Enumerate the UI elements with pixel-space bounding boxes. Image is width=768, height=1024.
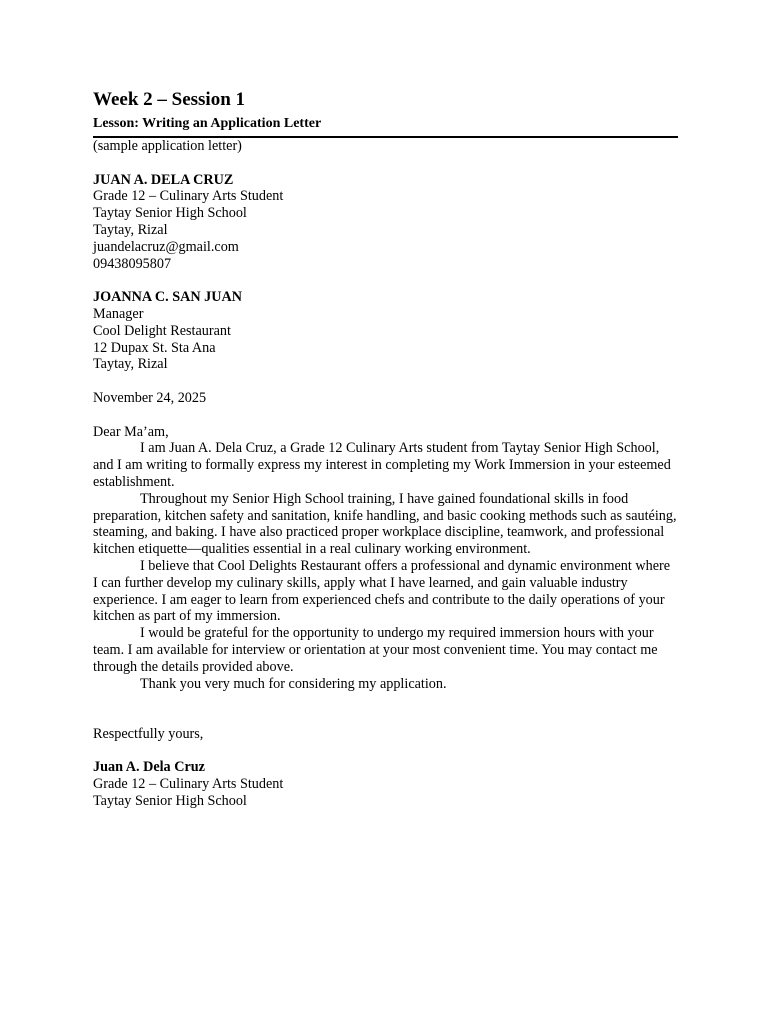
body-paragraph: I am Juan A. Dela Cruz, a Grade 12 Culinary Arts student from Taytay Senior High School, and I am writing to formally express my interest in completing my Work Immersion in your esteemed establishment. bbox=[93, 440, 671, 490]
signature-name: Juan A. Dela Cruz bbox=[93, 759, 205, 776]
body-paragraph: I believe that Cool Delights Restaurant offers a professional and dynamic environment where I can further develop my culinary skills, apply what I have learned, and gain valuable industry experience. I am eager to learn from experienced chefs and contribute to the daily operations of your kitchen as part of my immersion. bbox=[93, 557, 671, 625]
sender-email: juandelacruz@gmail.com bbox=[93, 238, 239, 255]
recipient-city: Taytay, Rizal bbox=[93, 356, 168, 373]
body-paragraph: Throughout my Senior High School training, I have gained foundational skills in food preparation, kitchen safety and sanitation, knife handling, and basic cooking methods such as sautéing, steaming, and baking. I have also practiced proper workplace discipline, teamwork, and professional kitchen etiquette—qualities essential in a real culinary working environment. bbox=[93, 490, 677, 558]
letter-date: November 24, 2025 bbox=[93, 389, 207, 406]
body-paragraph: Thank you very much for considering my application. bbox=[140, 675, 447, 692]
page-title: Week 2 – Session 1 bbox=[93, 89, 246, 110]
signature-school: Taytay Senior High School bbox=[93, 793, 247, 810]
salutation: Dear Ma’am, bbox=[93, 423, 169, 440]
closing: Respectfully yours, bbox=[93, 725, 204, 742]
sender-block bbox=[93, 172, 678, 273]
body-paragraph: I would be grateful for the opportunity to undergo my required immersion hours with your team. I am available for interview or orientation at your most convenient time. You may contact me through the details provided above. bbox=[93, 625, 658, 675]
recipient-company: Cool Delight Restaurant bbox=[93, 322, 231, 339]
recipient-block bbox=[93, 289, 678, 373]
document-page bbox=[93, 88, 678, 810]
recipient-street: 12 Dupax St. Sta Ana bbox=[93, 339, 216, 356]
lesson-heading: Lesson: Writing an Application Letter bbox=[93, 116, 322, 131]
sender-address: Taytay, Rizal bbox=[93, 221, 168, 238]
sender-school: Taytay Senior High School bbox=[93, 205, 247, 222]
sample-note: (sample application letter) bbox=[93, 138, 242, 154]
sender-phone: 09438095807 bbox=[93, 255, 172, 272]
recipient-name: JOANNA C. SAN JUAN bbox=[93, 289, 242, 306]
letter-body bbox=[93, 440, 678, 692]
sender-name: JUAN A. DELA CRUZ bbox=[93, 171, 234, 188]
recipient-title: Manager bbox=[93, 305, 144, 322]
signature-role: Grade 12 – Culinary Arts Student bbox=[93, 776, 284, 793]
letter bbox=[93, 138, 678, 810]
signature-block bbox=[93, 759, 678, 809]
sender-role: Grade 12 – Culinary Arts Student bbox=[93, 188, 284, 205]
